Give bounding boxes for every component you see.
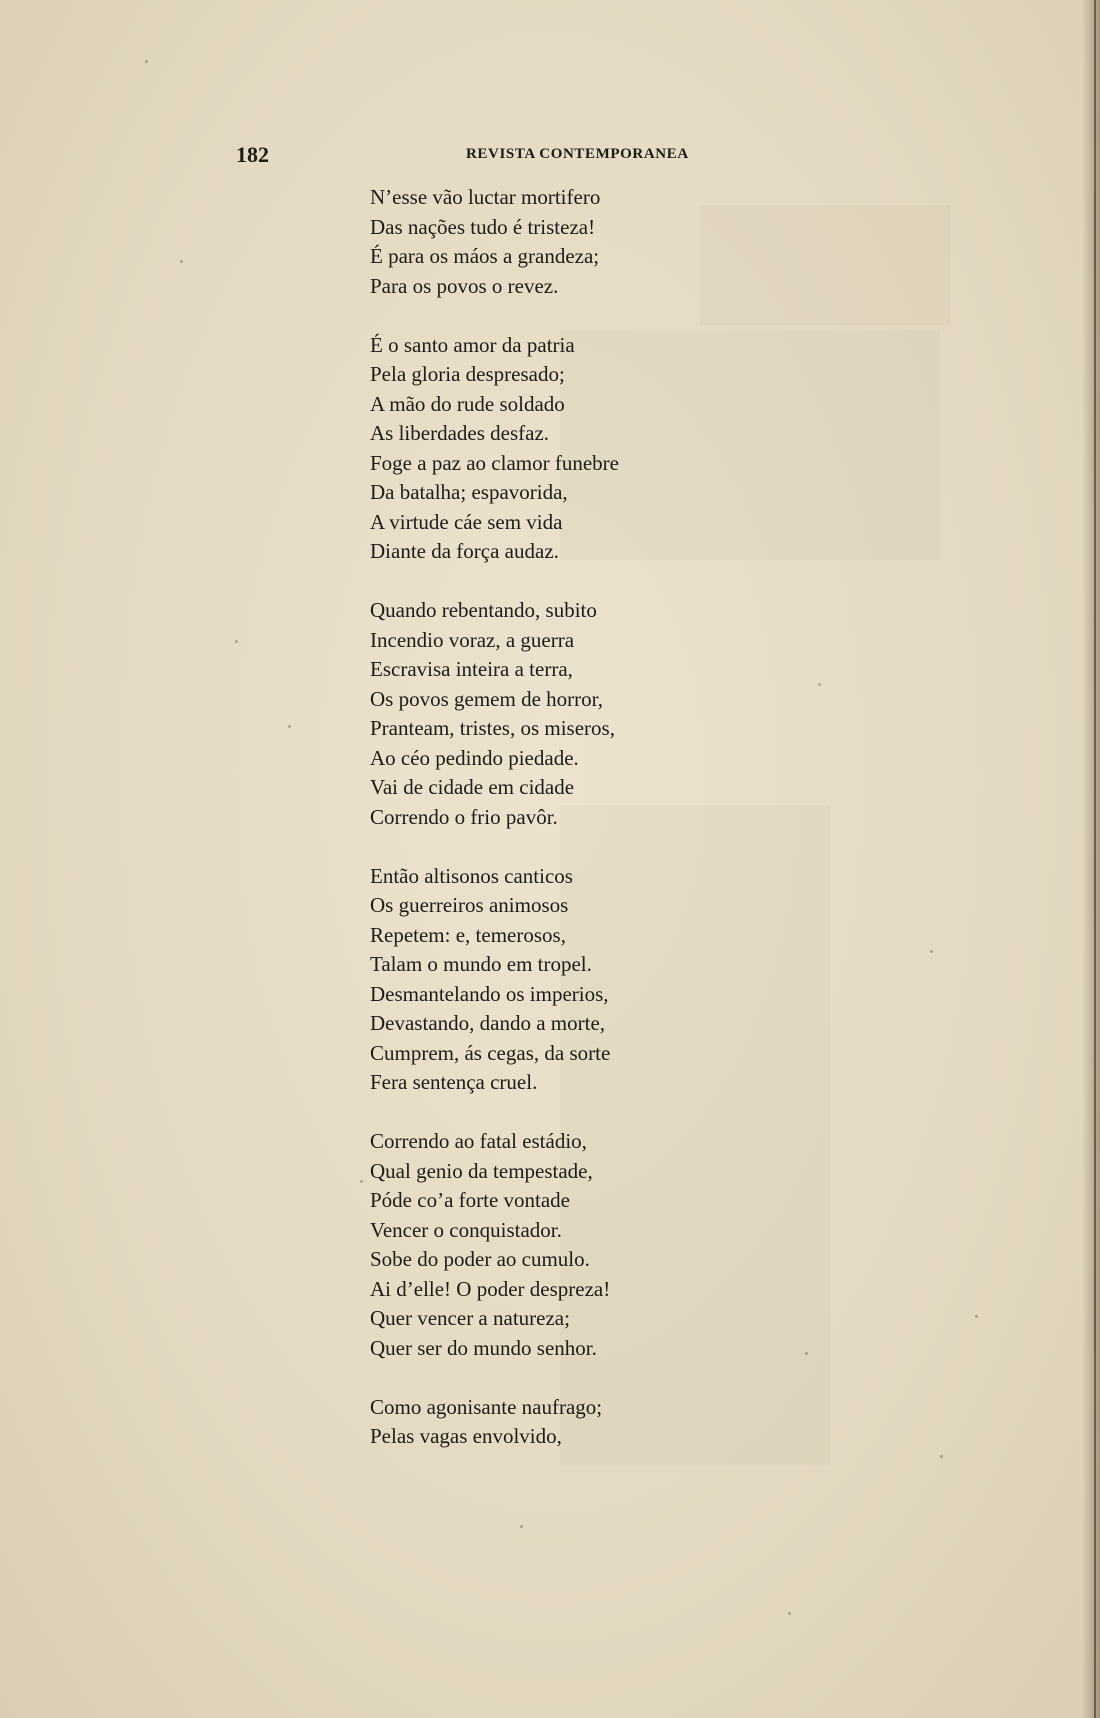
poem-line: Qual genio da tempestade, (370, 1158, 593, 1183)
paper-speck (180, 260, 183, 263)
stanza (370, 1127, 790, 1363)
stanza (370, 183, 790, 301)
page-edge-line (1094, 0, 1096, 1718)
poem-line: Vencer o conquistador. (370, 1217, 562, 1242)
paper-speck (930, 950, 933, 953)
poem-line: É para os máos a grandeza; (370, 244, 600, 268)
poem-line: Quer vencer a natureza; (370, 1306, 570, 1330)
poem-line: Pranteam, tristes, os miseros, (370, 716, 615, 740)
poem-line: A virtude cáe sem vida (370, 509, 563, 534)
paper-speck (975, 1315, 978, 1318)
poem-line: Os povos gemem de horror, (370, 686, 604, 711)
poem-line: Pelas vagas envolvido, (370, 1424, 562, 1448)
poem-line: É o santo amor da patria (370, 332, 575, 357)
paper-speck (788, 1612, 791, 1615)
poem-line: Correndo o frio pavôr. (370, 804, 558, 829)
poem-line: Cumprem, ás cegas, da sorte (370, 1040, 611, 1065)
poem-line: N’esse vão luctar mortifero (370, 185, 601, 209)
poem-line: Os guerreiros animosos (370, 893, 569, 917)
page-number: 182 (236, 142, 269, 167)
poem-line: Vai de cidade em cidade (370, 775, 575, 799)
page-edge-shadow (1082, 0, 1100, 1718)
paper-speck (360, 1180, 363, 1183)
stanza (370, 1393, 790, 1452)
poem-line: Repetem: e, temerosos, (370, 922, 566, 947)
poem-line: Incendio voraz, a guerra (370, 627, 575, 652)
poem-line: Talam o mundo em tropel. (370, 952, 592, 976)
paper-speck (818, 683, 821, 686)
paper-speck (940, 1455, 943, 1458)
paper-speck (235, 640, 238, 643)
poem-line: Ao céo pedindo piedade. (370, 745, 579, 770)
poem-line: Quer ser do mundo senhor. (370, 1335, 597, 1360)
poem-line: Quando rebentando, subito (370, 598, 597, 622)
poem-line: Das nações tudo é tristeza! (370, 214, 596, 239)
page-header (236, 142, 712, 166)
poem-body (370, 183, 790, 1481)
poem-line: Da batalha; espavorida, (370, 480, 568, 504)
poem-line: Diante da força audaz. (370, 539, 559, 563)
poem-line: Escravisa inteira a terra, (370, 657, 573, 681)
poem-line: As liberdades desfaz. (370, 421, 550, 445)
running-title: REVISTA CONTEMPORANEA (466, 146, 689, 162)
poem-line: Desmantelando os imperios, (370, 981, 609, 1006)
poem-line: Correndo ao fatal estádio, (370, 1129, 587, 1153)
paper-speck (520, 1525, 523, 1528)
poem-line: Devastando, dando a morte, (370, 1011, 606, 1035)
poem-line: Foge a paz ao clamor funebre (370, 450, 619, 475)
stanza (370, 596, 790, 832)
poem-line: Como agonisante naufrago; (370, 1394, 603, 1419)
stanza (370, 862, 790, 1098)
paper-speck (145, 60, 148, 63)
poem-line: Fera sentença cruel. (370, 1070, 538, 1094)
poem-line: Então altisonos canticos (370, 863, 573, 888)
poem-line: Pela gloria despresado; (370, 362, 565, 386)
poem-line: Póde co’a forte vontade (370, 1188, 571, 1212)
poem-line: Para os povos o revez. (370, 273, 559, 298)
stanza (370, 331, 790, 567)
poem-line: Ai d’elle! O poder despreza! (370, 1276, 611, 1301)
poem-line: Sobe do poder ao cumulo. (370, 1247, 590, 1271)
poem-line: A mão do rude soldado (370, 391, 565, 416)
paper-speck (288, 725, 291, 728)
paper-speck (805, 1352, 808, 1355)
